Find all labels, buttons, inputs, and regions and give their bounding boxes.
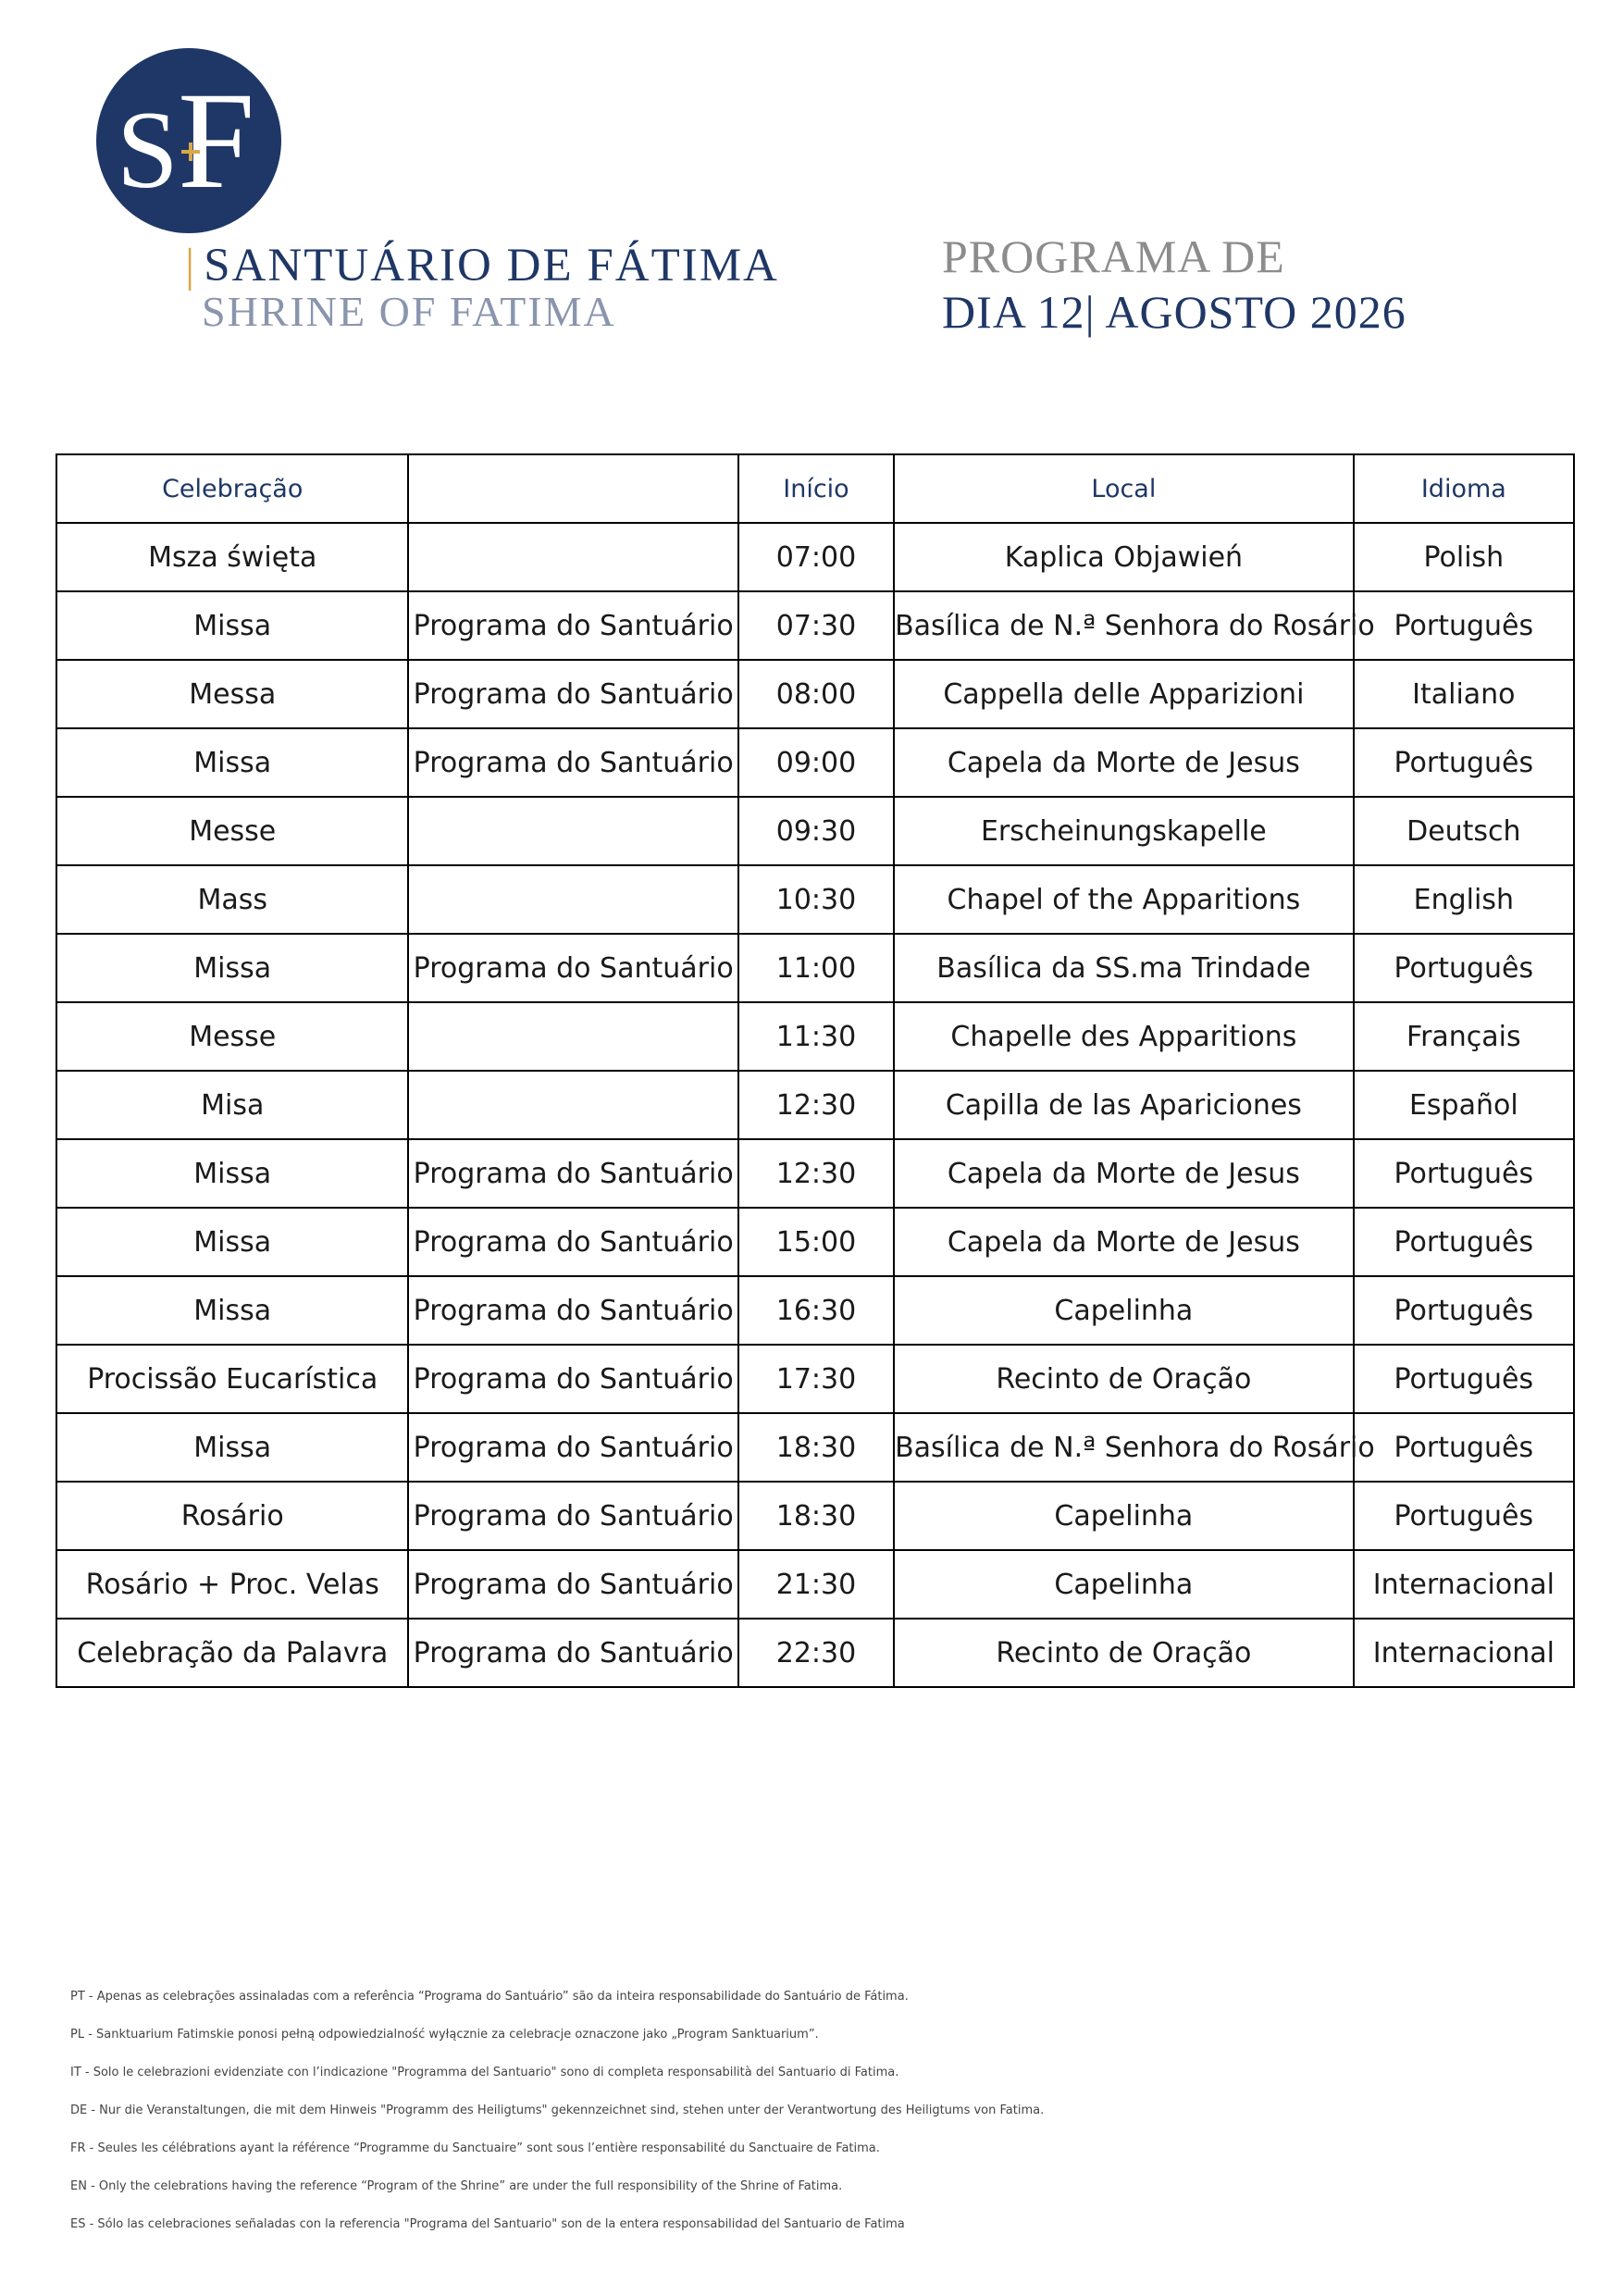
- cell-inicio: 15:00: [738, 1208, 894, 1276]
- disclaimer-note: PT - Apenas as celebrações assinaladas com a referência “Programa do Santuário” são da inteira responsabilidade do Santuário de Fátima.: [70, 1990, 909, 2004]
- disclaimer-note: DE - Nur die Veranstaltungen, die mit dem Hinweis "Programm des Heiligtums" gekennzeichnet sind, stehen unter der Verantwortung des Heiligtums von Fatima.: [70, 2104, 1045, 2117]
- cell-local: Recinto de Oração: [894, 1345, 1354, 1413]
- svg-text:F: F: [178, 64, 255, 217]
- table-row: [56, 1276, 1574, 1345]
- disclaimer-notes: [70, 1988, 1551, 2253]
- cell-idioma: Français: [1354, 1002, 1574, 1071]
- cell-local: Chapel of the Apparitions: [894, 865, 1354, 934]
- cell-local: Capelinha: [894, 1550, 1354, 1619]
- cell-inicio: 17:30: [738, 1345, 894, 1413]
- cell-celebracao: Missa: [56, 728, 408, 797]
- cell-celebracao: Missa: [56, 1139, 408, 1208]
- cell-inicio: 07:30: [738, 591, 894, 660]
- header-local: Local: [894, 454, 1354, 523]
- cell-celebracao: Celebração da Palavra: [56, 1619, 408, 1687]
- cell-program: [408, 797, 737, 865]
- cell-program: Programa do Santuário: [408, 1550, 737, 1619]
- cell-celebracao: Missa: [56, 934, 408, 1002]
- cell-idioma: Italiano: [1354, 660, 1574, 728]
- header-inicio: Início: [738, 454, 894, 523]
- cell-idioma: English: [1354, 865, 1574, 934]
- cell-program: Programa do Santuário: [408, 660, 737, 728]
- cell-idioma: Deutsch: [1354, 797, 1574, 865]
- cell-inicio: 09:30: [738, 797, 894, 865]
- cell-celebracao: Rosário + Proc. Velas: [56, 1550, 408, 1619]
- cell-local: Cappella delle Apparizioni: [894, 660, 1354, 728]
- cell-inicio: 21:30: [738, 1550, 894, 1619]
- cell-program: Programa do Santuário: [408, 1413, 737, 1482]
- header-celebracao: Celebração: [56, 454, 408, 523]
- cell-inicio: 08:00: [738, 660, 894, 728]
- brand-name-en: SHRINE OF FATIMA: [202, 288, 616, 335]
- cell-program: [408, 1071, 737, 1139]
- cell-program: Programa do Santuário: [408, 1276, 737, 1345]
- table-row: [56, 1208, 1574, 1276]
- cell-idioma: Internacional: [1354, 1550, 1574, 1619]
- cell-local: Erscheinungskapelle: [894, 797, 1354, 865]
- cell-local: Capilla de las Apariciones: [894, 1071, 1354, 1139]
- cell-program: [408, 865, 737, 934]
- cell-inicio: 07:00: [738, 523, 894, 591]
- cell-celebracao: Missa: [56, 1413, 408, 1482]
- cell-idioma: Português: [1354, 1276, 1574, 1345]
- cell-inicio: 09:00: [738, 728, 894, 797]
- shrine-logo: [96, 48, 281, 233]
- program-title: PROGRAMA DE: [942, 230, 1285, 282]
- cell-local: Recinto de Oração: [894, 1619, 1354, 1687]
- table-row: [56, 660, 1574, 728]
- table-row: [56, 1550, 1574, 1619]
- table-row: [56, 523, 1574, 591]
- cell-program: Programa do Santuário: [408, 591, 737, 660]
- cell-program: Programa do Santuário: [408, 728, 737, 797]
- cell-celebracao: Procissão Eucarística: [56, 1345, 408, 1413]
- cell-celebracao: Mass: [56, 865, 408, 934]
- cell-idioma: Português: [1354, 934, 1574, 1002]
- table-row: [56, 728, 1574, 797]
- table-row: [56, 1345, 1574, 1413]
- cell-celebracao: Missa: [56, 1208, 408, 1276]
- disclaimer-note: FR - Seules les célébrations ayant la référence “Programme du Sanctuaire” sont sous l’entière responsabilité du Sanctuaire de Fatima.: [70, 2141, 880, 2155]
- table-row: [56, 1482, 1574, 1550]
- cell-local: Basílica de N.ª Senhora do Rosário: [894, 591, 1354, 660]
- gold-bar: |: [185, 240, 197, 292]
- cell-program: [408, 1002, 737, 1071]
- header-program: [408, 454, 737, 523]
- cell-celebracao: Messe: [56, 797, 408, 865]
- cell-program: Programa do Santuário: [408, 934, 737, 1002]
- brand-name-pt-text: SANTUÁRIO DE FÁTIMA: [204, 240, 779, 292]
- cell-program: [408, 523, 737, 591]
- table-row: [56, 865, 1574, 934]
- disclaimer-note: IT - Solo le celebrazioni evidenziate con l’indicazione "Programma del Santuario" sono di completa responsabilità del Santuario di Fatima.: [70, 2066, 899, 2079]
- cell-idioma: Português: [1354, 1208, 1574, 1276]
- cell-program: Programa do Santuário: [408, 1139, 737, 1208]
- cell-program: Programa do Santuário: [408, 1208, 737, 1276]
- disclaimer-note: PL - Sanktuarium Fatimskie ponosi pełną odpowiedzialność wyłącznie za celebracje oznaczone jako „Program Sanktuarium”.: [70, 2028, 819, 2042]
- cell-celebracao: Messa: [56, 660, 408, 728]
- cell-inicio: 18:30: [738, 1482, 894, 1550]
- table-row: [56, 1619, 1574, 1687]
- cell-local: Chapelle des Apparitions: [894, 1002, 1354, 1071]
- svg-text:S: S: [117, 88, 179, 211]
- cell-local: Capelinha: [894, 1482, 1354, 1550]
- cell-inicio: 10:30: [738, 865, 894, 934]
- cell-celebracao: Misa: [56, 1071, 408, 1139]
- table-row: [56, 1139, 1574, 1208]
- cell-local: Capela da Morte de Jesus: [894, 728, 1354, 797]
- cell-local: Kaplica Objawień: [894, 523, 1354, 591]
- table-header-row: [56, 454, 1574, 523]
- cell-inicio: 11:00: [738, 934, 894, 1002]
- cell-inicio: 12:30: [738, 1071, 894, 1139]
- cell-inicio: 22:30: [738, 1619, 894, 1687]
- cell-celebracao: Missa: [56, 1276, 408, 1345]
- cell-local: Basílica da SS.ma Trindade: [894, 934, 1354, 1002]
- brand-name-pt: [185, 239, 779, 292]
- table-row: [56, 934, 1574, 1002]
- disclaimer-note: ES - Sólo las celebraciones señaladas con la referencia "Programa del Santuario" son de la entera responsabilidad del Santuario de Fatima: [70, 2217, 905, 2231]
- cell-local: Capela da Morte de Jesus: [894, 1208, 1354, 1276]
- cell-program: Programa do Santuário: [408, 1619, 737, 1687]
- cell-idioma: Português: [1354, 1413, 1574, 1482]
- cell-celebracao: Rosário: [56, 1482, 408, 1550]
- cell-idioma: Polish: [1354, 523, 1574, 591]
- cell-idioma: Português: [1354, 728, 1574, 797]
- program-date: DIA 12| AGOSTO 2026: [942, 286, 1406, 338]
- cell-program: Programa do Santuário: [408, 1482, 737, 1550]
- cell-idioma: Español: [1354, 1071, 1574, 1139]
- cell-local: Capela da Morte de Jesus: [894, 1139, 1354, 1208]
- cell-idioma: Português: [1354, 1482, 1574, 1550]
- schedule-table: [56, 453, 1575, 1688]
- table-row: [56, 797, 1574, 865]
- table-row: [56, 1002, 1574, 1071]
- table-row: [56, 1071, 1574, 1139]
- cell-inicio: 11:30: [738, 1002, 894, 1071]
- table-row: [56, 1413, 1574, 1482]
- cell-inicio: 18:30: [738, 1413, 894, 1482]
- cell-inicio: 16:30: [738, 1276, 894, 1345]
- cell-local: Basílica de N.ª Senhora do Rosário: [894, 1413, 1354, 1482]
- cell-idioma: Português: [1354, 591, 1574, 660]
- cell-idioma: Português: [1354, 1139, 1574, 1208]
- cell-inicio: 12:30: [738, 1139, 894, 1208]
- header-idioma: Idioma: [1354, 454, 1574, 523]
- cell-idioma: Internacional: [1354, 1619, 1574, 1687]
- disclaimer-note: EN - Only the celebrations having the reference “Program of the Shrine” are under the full responsibility of the Shrine of Fatima.: [70, 2179, 843, 2193]
- table-row: [56, 591, 1574, 660]
- cell-idioma: Português: [1354, 1345, 1574, 1413]
- cell-celebracao: Messe: [56, 1002, 408, 1071]
- cell-celebracao: Missa: [56, 591, 408, 660]
- cell-local: Capelinha: [894, 1276, 1354, 1345]
- cell-program: Programa do Santuário: [408, 1345, 737, 1413]
- cell-celebracao: Msza święta: [56, 523, 408, 591]
